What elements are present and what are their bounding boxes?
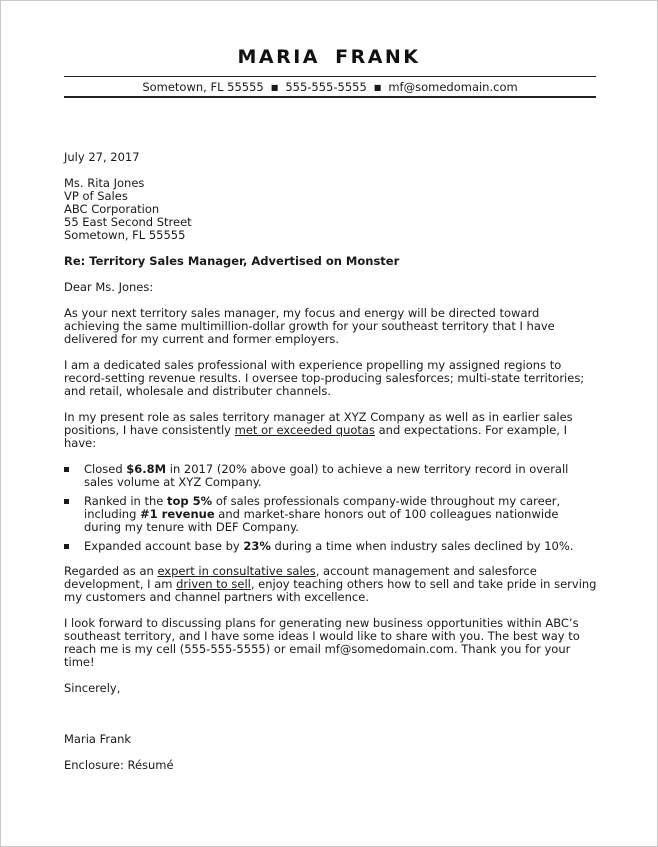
- header-rule-top: [64, 76, 596, 77]
- recipient-company: ABC Corporation: [64, 202, 160, 216]
- list-item: Expanded account base by 23% during a time when industry sales declined by 10%.: [64, 540, 598, 553]
- signer-name: Maria Frank: [64, 732, 132, 746]
- recipient-title: VP of Sales: [64, 189, 128, 203]
- list-item: Ranked in the top 5% of sales professionals company-wide throughout my career, including #1 revenue and market-share honors out of 100 colleagues nationwide during my tenure with DEF Company.: [64, 495, 598, 534]
- enclosure-line: Enclosure: Résumé: [64, 758, 174, 772]
- letter-body: [64, 151, 598, 772]
- list-item: Closed $6.8M in 2017 (20% above goal) to achieve a new territory record in overall sales volume at XYZ Company.: [64, 463, 598, 489]
- separator-square-icon: ■: [270, 83, 279, 92]
- paragraph-experience: I am a dedicated sales professional with experience propelling my assigned regions to record-setting revenue results. I oversee top-producing salesforces; multi-state territories; and retail, wholesale and distributer channels.: [64, 358, 585, 398]
- paragraph-current-role: In my present role as sales territory manager at XYZ Company as well as in earlier sales positions, I have consistently met or exceeded quotas and expectations. For example, I have:: [64, 410, 573, 450]
- salutation: Dear Ms. Jones:: [64, 280, 154, 294]
- recipient-address: [64, 177, 598, 242]
- sender-email: mf@somedomain.com: [388, 80, 518, 94]
- sender-name: MARIA FRANK: [237, 46, 421, 68]
- sender-city: Sometown, FL 55555: [142, 80, 264, 94]
- highlight-consultative-sales: expert in consultative sales: [157, 564, 316, 578]
- header-rule-bottom: [64, 96, 596, 98]
- sender-phone: 555-555-5555: [285, 80, 367, 94]
- letter-date: July 27, 2017: [64, 150, 140, 164]
- contact-line: [64, 81, 596, 94]
- highlight-quotas: met or exceeded quotas: [234, 423, 375, 437]
- paragraph-intro: As your next territory sales manager, my focus and energy will be directed toward achieving the same multimillion-dollar growth for your southeast territory that I have delivered for my current and former employers.: [64, 306, 555, 346]
- achievements-list: [64, 463, 598, 553]
- paragraph-expertise: Regarded as an expert in consultative sales, account management and salesforce development, I am driven to sell, enjoy teaching others how to sell and take pride in serving my customers and channel partners with excellence.: [64, 564, 597, 604]
- paragraph-closing: I look forward to discussing plans for generating new business opportunities within ABC’s southeast territory, and I have some ideas I would like to share with you. The best way to reach me is my cell (555-555-5555) or email mf@somedomain.com. Thank you for your time!: [64, 616, 580, 669]
- separator-square-icon: ■: [373, 83, 382, 92]
- highlight-driven-to-sell: driven to sell: [176, 577, 251, 591]
- recipient-street: 55 East Second Street: [64, 215, 192, 229]
- complimentary-close: Sincerely,: [64, 681, 121, 695]
- subject-line: Re: Territory Sales Manager, Advertised on Monster: [64, 254, 400, 268]
- recipient-city: Sometown, FL 55555: [64, 228, 186, 242]
- recipient-name: Ms. Rita Jones: [64, 176, 145, 190]
